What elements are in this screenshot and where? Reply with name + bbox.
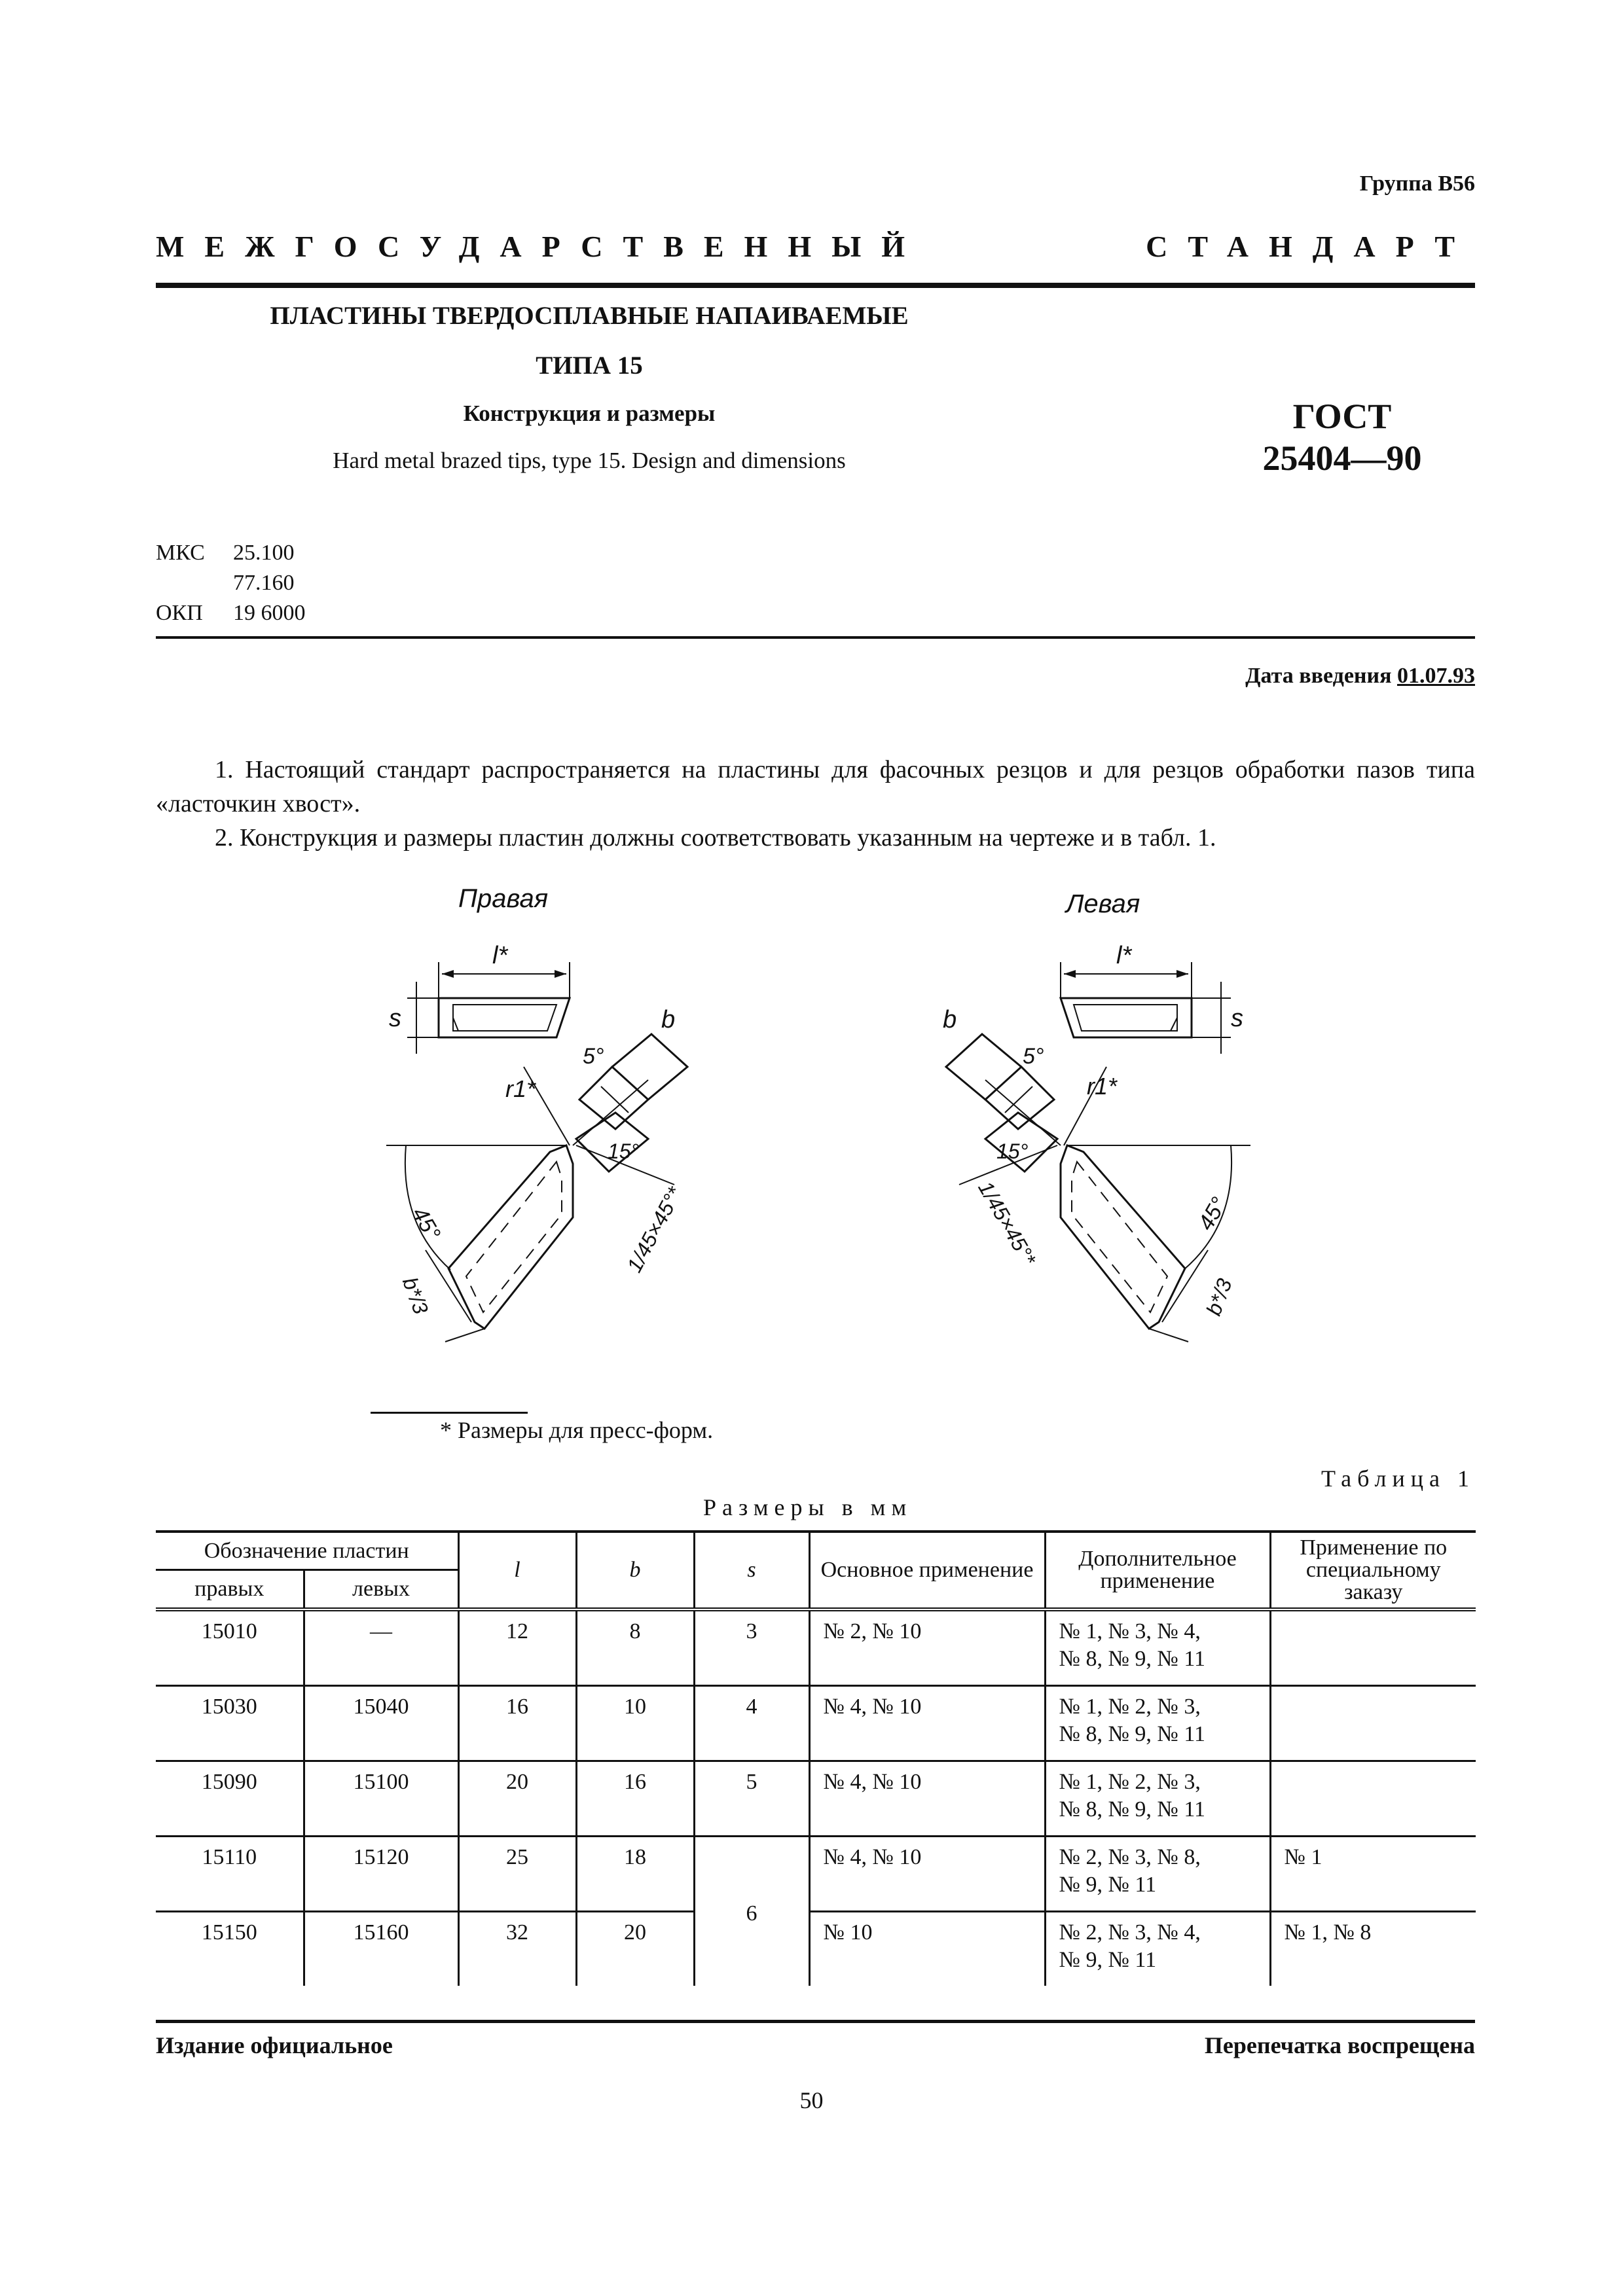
cell-right: 15030 [156,1686,304,1761]
left-dim-b3: b*/3 [1201,1275,1237,1319]
table-units: Размеры в мм [703,1494,913,1520]
code-value: 25.100 [233,541,295,565]
cell-special: № 1 [1270,1837,1476,1912]
additional-line: № 8, № 9, № 11 [1059,1797,1206,1821]
cell-l: 25 [458,1837,576,1912]
table-row [156,1912,1476,1986]
header-additional-application: Дополнительное применение [1045,1532,1270,1609]
page-number: 50 [799,2087,824,2113]
document-title-english: Hard metal brazed tips, type 15. Design and dimensions [333,448,846,473]
document-title-line2: ТИПА 15 [536,351,643,380]
table-caption: Таблица 1 [1321,1465,1475,1492]
header-l: l [458,1532,576,1609]
paragraph-text: 2. Конструкция и размеры пластин должны соответствовать указанным на чертеже и в табл. 1. [215,824,1216,852]
cell-s: 5 [694,1761,809,1837]
code-row [156,598,306,628]
header-rule [156,283,1475,288]
additional-line: № 2, № 3, № 4, [1059,1920,1201,1945]
right-dim-b3: b*/3 [397,1274,433,1318]
additional-line: № 2, № 3, № 8, [1059,1845,1201,1869]
code-value: 77.160 [233,571,295,595]
group-label: Группа В56 [1359,171,1475,196]
additional-line: № 8, № 9, № 11 [1059,1722,1206,1746]
cell-additional [1045,1912,1270,1986]
introduction-date [1245,664,1475,689]
cell-left: 15100 [304,1761,458,1837]
footer-reprint-prohibited: Перепечатка воспрещена [1204,2032,1475,2058]
left-radius: r1* [1087,1073,1118,1100]
gost-number-block [1192,395,1493,479]
header-right: правых [156,1570,304,1609]
code-label: ОКП [156,601,203,625]
right-tip-body [448,1145,573,1329]
cell-right: 15090 [156,1761,304,1837]
cell-left: 15120 [304,1837,458,1912]
additional-line: № 8, № 9, № 11 [1059,1647,1206,1671]
left-dim-s: s [1231,1005,1243,1032]
paragraph-2 [156,821,1475,855]
left-dim-b: b [943,1006,957,1033]
footer-official-edition: Издание официальное [156,2032,393,2058]
cell-l: 16 [458,1686,576,1761]
left-angle-5: 5° [1023,1044,1044,1069]
cell-main: № 10 [809,1912,1045,1986]
standard-banner: МЕЖГОСУДАРСТВЕННЫЙ СТАНДАРТ [156,230,1475,263]
gost-label: ГОСТ [1292,397,1392,436]
code-row [156,538,306,568]
codes-rule [156,636,1475,639]
header-s: s [694,1532,809,1609]
right-angle-45: 45° [407,1202,446,1245]
footer-rule [156,2020,1475,2023]
table-row [156,1609,1476,1686]
left-tip-body [1061,1145,1185,1329]
cell-l: 12 [458,1609,576,1686]
cell-s: 6 [694,1837,809,1986]
right-dim-b: b [661,1006,676,1033]
cell-b: 20 [576,1912,694,1986]
left-tip-drawing [943,889,1250,1342]
header-left: левых [304,1570,458,1609]
cell-main: № 4, № 10 [809,1837,1045,1912]
intro-date-value: 01.07.93 [1397,664,1475,688]
right-radius: r1* [505,1075,536,1102]
left-angle-45: 45° [1193,1193,1232,1235]
dimensions-table [156,1530,1476,1986]
cell-left: — [304,1609,458,1686]
cell-special: № 1, № 8 [1270,1912,1476,1986]
left-angle-15: 15° [996,1139,1029,1163]
cell-b: 16 [576,1761,694,1837]
cell-b: 18 [576,1837,694,1912]
code-label: МКС [156,541,205,565]
cell-l: 32 [458,1912,576,1986]
left-dim-l: l* [1116,942,1132,969]
header-main-application: Основное применение [809,1532,1045,1609]
left-tip-label: Левая [1066,889,1140,918]
cell-additional [1045,1761,1270,1837]
right-chamfer: 1/45×45°* [622,1183,687,1276]
header-designation: Обозначение пластин [156,1532,458,1570]
cell-left: 15040 [304,1686,458,1761]
footnote-rule [371,1412,528,1414]
cell-special [1270,1761,1476,1837]
additional-line: № 1, № 2, № 3, [1059,1695,1201,1719]
intro-date-label: Дата введения [1245,664,1392,688]
right-dim-l: l* [492,942,508,969]
table-row [156,1837,1476,1912]
additional-line: № 9, № 11 [1059,1948,1157,1972]
right-angle-15: 15° [608,1139,640,1163]
cell-l: 20 [458,1761,576,1837]
classification-codes [156,538,306,628]
additional-line: № 1, № 2, № 3, [1059,1770,1201,1794]
cell-right: 15110 [156,1837,304,1912]
code-value: 19 6000 [233,601,306,625]
cell-main: № 4, № 10 [809,1761,1045,1837]
cell-right: 15150 [156,1912,304,1986]
cell-additional [1045,1609,1270,1686]
header-b: b [576,1532,694,1609]
footnote: * Размеры для пресс-форм. [440,1417,714,1443]
cell-b: 10 [576,1686,694,1761]
left-chamfer: 1/45×45°* [974,1177,1041,1270]
cell-additional [1045,1686,1270,1761]
cell-main: № 4, № 10 [809,1686,1045,1761]
cell-right: 15010 [156,1609,304,1686]
additional-line: № 1, № 3, № 4, [1059,1619,1201,1643]
cell-b: 8 [576,1609,694,1686]
document-subtitle: Конструкция и размеры [463,401,716,426]
right-tip-drawing [386,884,687,1342]
table-row [156,1761,1476,1837]
right-angle-5: 5° [583,1044,604,1069]
paragraph-text: 1. Настоящий стандарт распространяется на пластины для фасочных резцов и для резцов обработки пазов типа «ласточкин хвост». [156,756,1475,817]
cell-special [1270,1609,1476,1686]
cell-main: № 2, № 10 [809,1609,1045,1686]
cell-s: 4 [694,1686,809,1761]
header-special-order: Применение по специальному заказу [1270,1532,1476,1609]
cell-special [1270,1686,1476,1761]
table-row [156,1686,1476,1761]
cell-left: 15160 [304,1912,458,1986]
right-dim-s: s [389,1005,401,1032]
additional-line: № 9, № 11 [1059,1873,1157,1897]
code-row [156,568,306,598]
gost-number: 25404—90 [1262,439,1422,478]
tip-drawing [354,870,1283,1407]
cell-s: 3 [694,1609,809,1686]
document-title-line1: ПЛАСТИНЫ ТВЕРДОСПЛАВНЫЕ НАПАИВАЕМЫЕ [270,302,909,330]
paragraph-1 [156,753,1475,821]
cell-additional [1045,1837,1270,1912]
code-label [156,568,233,598]
right-tip-label: Правая [458,884,549,913]
